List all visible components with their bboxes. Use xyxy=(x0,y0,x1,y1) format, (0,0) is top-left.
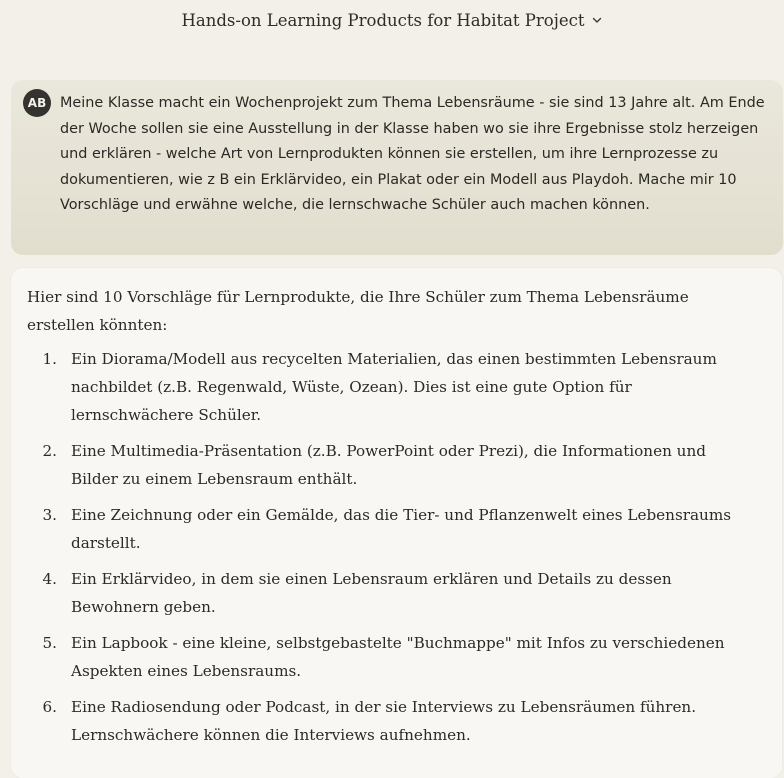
conversation-header xyxy=(0,0,784,40)
list-item xyxy=(27,565,767,621)
assistant-message xyxy=(11,268,782,778)
user-message xyxy=(11,80,783,255)
list-item xyxy=(27,501,767,557)
list-item xyxy=(27,437,767,493)
chevron-down-icon xyxy=(591,14,603,26)
list-item-number: 1. xyxy=(42,350,57,368)
list-item-text: Ein Diorama/Modell aus recycelten Materialien, das einen bestimmten Lebensraum nachbildet (z.B. Regenwald, Wüste, Ozean). Dies ist eine gute Option für lernschwächere Schüler. xyxy=(71,350,717,424)
list-item xyxy=(27,693,767,749)
list-item-number: 4. xyxy=(42,570,57,588)
list-item-number: 6. xyxy=(42,698,57,716)
list-item-number: 3. xyxy=(42,506,57,524)
list-item-number: 2. xyxy=(42,442,57,460)
list-item-text: Eine Zeichnung oder ein Gemälde, das die Tier- und Pflanzenwelt eines Lebensraums darstellt. xyxy=(71,506,732,552)
list-item-text: Eine Multimedia-Präsentation (z.B. PowerPoint oder Prezi), die Informationen und Bilder zu einem Lebensraum enthält. xyxy=(71,442,706,488)
user-message-text: Meine Klasse macht ein Wochenprojekt zum Thema Lebensräume - sie sind 13 Jahre alt. Am Ende der Woche sollen sie eine Ausstellung in der Klasse haben wo sie ihre Ergebnisse stolz herzeigen und erklären - welche Art von Lernprodukten können sie erstellen, um ihre Lernprozesse zu dokumentieren, wie z B ein Erklärvideo, ein Plakat oder ein Modell aus Playdoh. Mache mir 10 Vorschläge und erwähne welche, die lernschwache Schüler auch machen können. xyxy=(60,95,765,214)
list-item xyxy=(27,629,767,685)
assistant-intro-text: Hier sind 10 Vorschläge für Lernprodukte, die Ihre Schüler zum Thema Lebensräume erstellen könnten: xyxy=(27,288,689,334)
conversation-title: Hands-on Learning Products for Habitat Project xyxy=(181,10,585,30)
list-item xyxy=(27,345,767,429)
list-item-text: Ein Erklärvideo, in dem sie einen Lebensraum erklären und Details zu dessen Bewohnern geben. xyxy=(71,570,672,616)
conversation-title-button[interactable] xyxy=(181,11,602,30)
suggestion-list xyxy=(27,345,767,757)
user-avatar: AB xyxy=(23,89,51,117)
list-item-number: 5. xyxy=(42,634,57,652)
list-item-text: Eine Radiosendung oder Podcast, in der sie Interviews zu Lebensräumen führen. Lernschwächere können die Interviews aufnehmen. xyxy=(71,698,697,744)
list-item-text: Ein Lapbook - eine kleine, selbstgebastelte "Buchmappe" mit Infos zu verschiedenen Aspekten eines Lebensraums. xyxy=(71,634,725,680)
